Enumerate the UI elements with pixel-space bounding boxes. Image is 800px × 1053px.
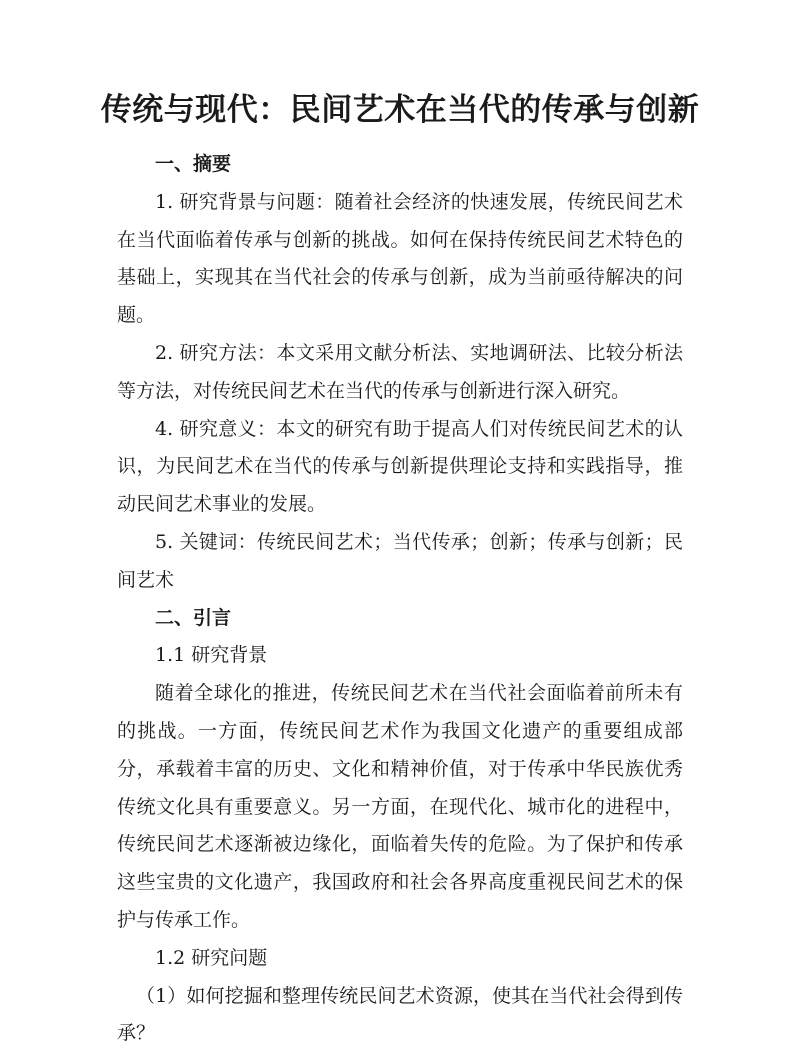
subsection-heading-background: 1.1 研究背景 <box>155 644 268 667</box>
intro-paragraph-background: 随着全球化的推进，传统民间艺术在当代社会面临着前所未有的挑战。一方面，传统民间艺术作为我国文化遗产的重要组成部分，承载着丰富的历史、文化和精神价值，对于传承中华民族优秀传统文化具有重要意义。另一方面，在现代化、城市化的进程中，传统民间艺术逐渐被边缘化，面临着失传的危险。为了保护和传承这些宝贵的文化遗产，我国政府和社会各界高度重视民间艺术的保护与传承工作。 <box>117 682 683 931</box>
document-body <box>117 146 683 1053</box>
abstract-paragraph-method: 2. 研究方法：本文采用文献分析法、实地调研法、比较分析法等方法，对传统民间艺术在当代的传承与创新进行深入研究。 <box>117 341 683 402</box>
abstract-paragraph-significance: 4. 研究意义：本文的研究有助于提高人们对传统民间艺术的认识，为民间艺术在当代的传承与创新提供理论支持和实践指导，推动民间艺术事业的发展。 <box>117 417 683 516</box>
section-heading-introduction: 二、引言 <box>155 606 232 629</box>
abstract-paragraph-background: 1. 研究背景与问题：随着社会经济的快速发展，传统民间艺术在当代面临着传承与创新的挑战。如何在保持传统民间艺术特色的基础上，实现其在当代社会的传承与创新，成为当前亟待解决的问题。 <box>117 190 683 327</box>
subsection-heading-questions: 1.2 研究问题 <box>155 946 268 969</box>
section-heading-abstract: 一、摘要 <box>155 153 232 175</box>
research-question-1: （1）如何挖掘和整理传统民间艺术资源，使其在当代社会得到传承？ <box>117 984 683 1045</box>
document-title: 传统与现代：民间艺术在当代的传承与创新 <box>100 92 700 128</box>
abstract-paragraph-keywords: 5. 关键词：传统民间艺术；当代传承；创新；传承与创新；民间艺术 <box>117 530 683 591</box>
